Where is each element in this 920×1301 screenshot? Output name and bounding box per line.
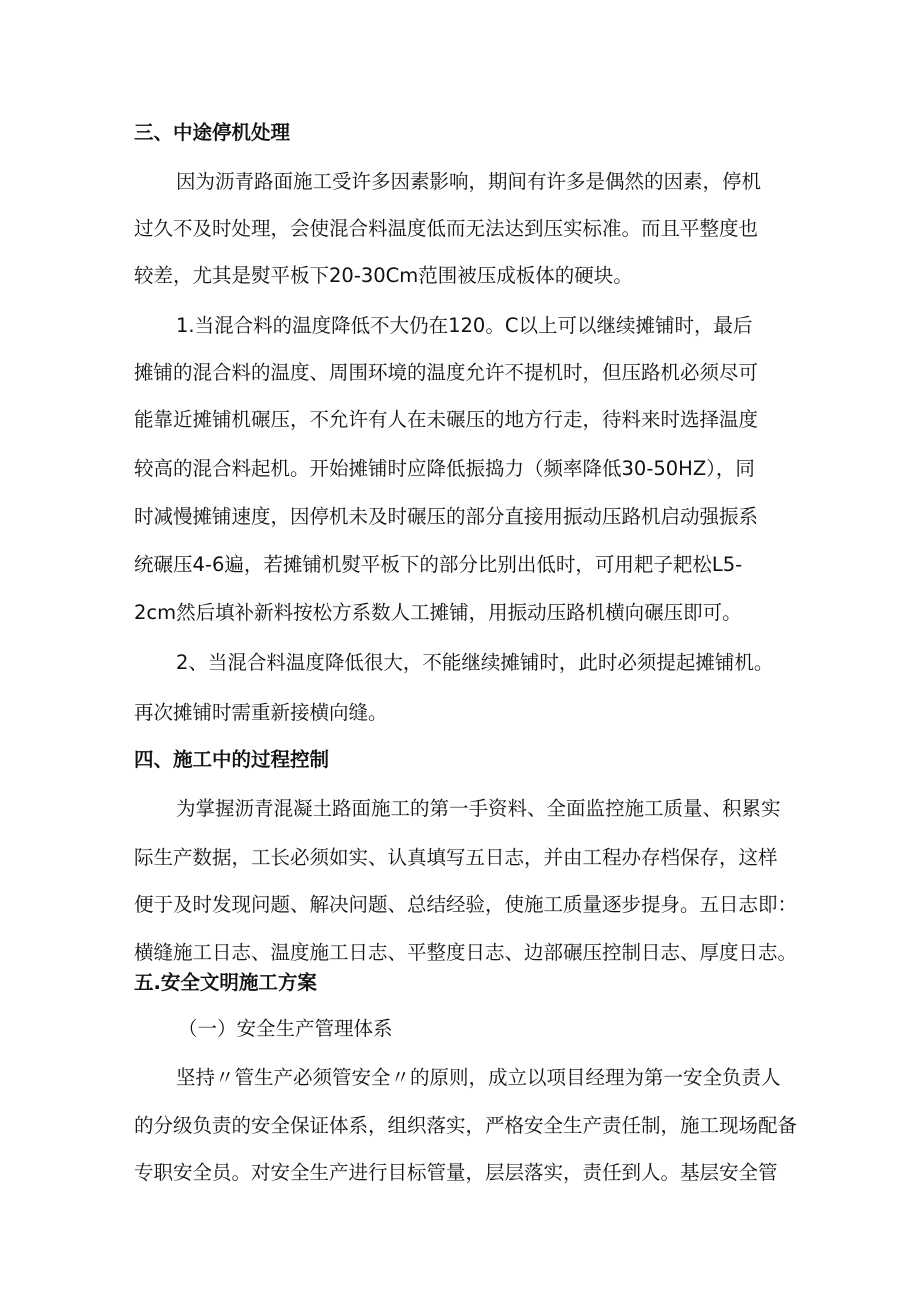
paragraph-line: 统碾压4-6遍，若摊铺机熨平板下的部分比别出低时，可用耙子耙松L5- xyxy=(134,553,743,576)
paragraph-line: 能靠近摊铺机碾压，不允许有人在未碾压的地方行走，待料来时选择温度 xyxy=(134,408,759,431)
paragraph-line: 2、当混合料温度降低很大，不能继续摊铺时，此时必须提起摊铺机。 xyxy=(176,651,774,674)
paragraph-line: 过久不及时处理，会使混合料温度低而无法达到压实标准。而且平整度也 xyxy=(134,217,759,240)
paragraph-line: 的分级负责的安全保证体系，组织落实，严格安全生产责任制，施工现场配备 xyxy=(134,1114,798,1137)
subsection-heading: （一）安全生产管理体系 xyxy=(178,1017,393,1040)
paragraph-line: 便于及时发现问题、解决问题、总结经验，使施工质量逐步提身。五日志即： xyxy=(134,893,798,916)
section-4-heading: 四、施工中的过程控制 xyxy=(134,748,330,771)
paragraph-line: 专职安全员。对安全生产进行目标管量，层层落实，责任到人。基层安全管 xyxy=(134,1161,778,1184)
paragraph-line: 摊铺的混合料的温度、周围环境的温度允许不提机时，但压路机必须尽可 xyxy=(134,361,759,384)
paragraph-line: 2cm然后填补新料按松方系数人工摊铺，用振动压路机横向碾压即可。 xyxy=(134,601,742,624)
paragraph-line: 较高的混合料起机。开始摊铺时应降低振捣力（频率降低30-50HZ），同 xyxy=(134,457,755,480)
paragraph-line: 因为沥青路面施工受许多因素影响，期间有许多是偶然的因素，停机 xyxy=(176,170,762,193)
paragraph-line: 1.当混合料的温度降低不大仍在120。C以上可以继续摊铺时，最后 xyxy=(176,314,753,337)
paragraph-line: 坚持〃管生产必须管安全〃的原则，成立以项目经理为第一安全负责人 xyxy=(176,1066,781,1089)
paragraph-line: 时减慢摊铺速度，因停机未及时碾压的部分直接用振动压路机启动强振系 xyxy=(134,505,759,528)
paragraph-line: 再次摊铺时需重新接横向缝。 xyxy=(134,701,388,724)
paragraph-line: 较差，尤其是熨平板下20-30Cm范围被压成板体的硬块。 xyxy=(134,264,633,287)
paragraph-line: 际生产数据，工长必须如实、认真填写五日志，并由工程办存档保存，这样 xyxy=(134,846,778,869)
section-3-heading: 三、中途停机处理 xyxy=(134,121,291,144)
paragraph-line: 为掌握沥青混凝土路面施工的第一手资料、全面监控施工质量、积累实 xyxy=(176,797,781,820)
paragraph-line: 横缝施工日志、温度施工日志、平整度日志、边部碾压控制日志、厚度日志。 xyxy=(134,941,798,964)
section-5-heading: 五.安全文明施工方案 xyxy=(134,971,317,994)
